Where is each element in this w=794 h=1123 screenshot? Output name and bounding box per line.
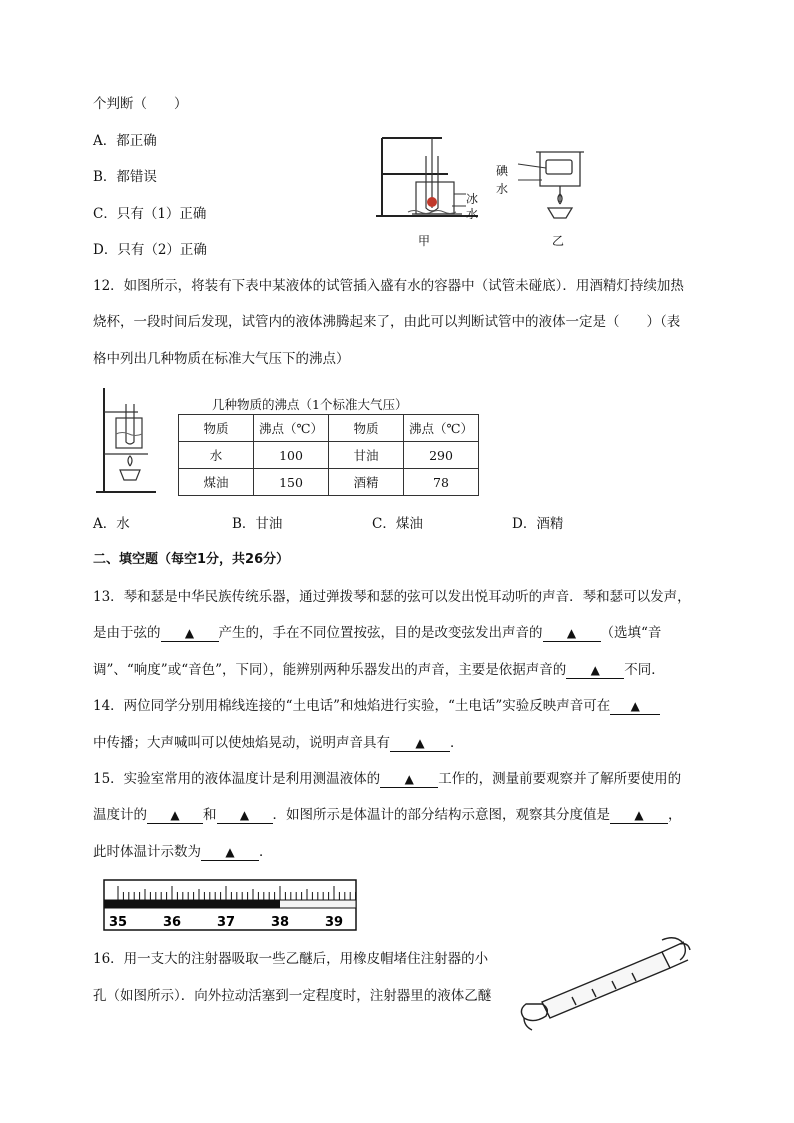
answer-blank[interactable] <box>161 625 219 642</box>
q15-text: ， <box>668 807 682 823</box>
q12-table-title: 几种物质的沸点（1个标准大气压） <box>212 397 408 412</box>
blank-mark: ▲ <box>225 845 235 859</box>
q14-line1 <box>93 697 660 715</box>
q15-text: ．如图所示是体温计的部分结构示意图，观察其分度值是 <box>272 807 610 823</box>
q13-line2 <box>93 624 661 642</box>
q12-apparatus-figure <box>94 384 160 496</box>
scale-label: 37 <box>216 915 236 930</box>
q13-text: 调”、“响度”或“音色”，下同），能辨别两种乐器发出的声音，主要是依据声音的 <box>93 662 567 678</box>
q16-line1: 16．用一支大的注射器吸取一些乙醚后，用橡皮帽堵住注射器的小 <box>93 951 489 967</box>
q12-line1: 12．如图所示，将装有下表中某液体的试管插入盛有水的容器中（试管未碰底）．用酒精灯持续加热 <box>93 278 684 294</box>
q12-line3: 格中列出几种物质在标准大气压下的沸点） <box>93 351 350 367</box>
thermometer-figure <box>100 878 360 932</box>
table-header-cell: 物质 <box>329 415 404 442</box>
answer-blank[interactable] <box>543 625 601 642</box>
mercury-column <box>104 900 280 908</box>
q13-line3 <box>93 661 665 679</box>
syringe-figure <box>512 932 692 1032</box>
q15-text: 此时体温计示数为 <box>93 844 201 860</box>
q12-option-c: C．煤油 <box>372 516 423 532</box>
table-header-row <box>179 415 479 442</box>
q12-option-b: B．甘油 <box>232 516 283 532</box>
answer-blank[interactable] <box>610 807 668 824</box>
q15-text: 工作的，测量前要观察并了解所要使用的 <box>438 771 682 787</box>
table-cell: 150 <box>254 469 329 496</box>
q11-stem-tail: 个判断（ ） <box>93 96 188 112</box>
answer-blank[interactable] <box>390 735 450 752</box>
q15-text: ． <box>259 844 273 860</box>
q14-text: ． <box>450 735 464 751</box>
answer-blank[interactable] <box>566 662 624 679</box>
q14-line2 <box>93 734 464 752</box>
scale-label: 39 <box>324 915 344 930</box>
table-cell: 甘油 <box>329 442 404 469</box>
q12-option-a: A．水 <box>93 516 130 532</box>
table-cell: 酒精 <box>329 469 404 496</box>
q15-line3 <box>93 843 273 861</box>
answer-blank[interactable] <box>610 698 660 715</box>
q13-line1: 13．琴和瑟是中华民族传统乐器，通过弹拨琴和瑟的弦可以发出悦耳动听的声音．琴和瑟可以发声， <box>93 589 691 605</box>
q15-text: 和 <box>203 807 217 823</box>
blank-mark: ▲ <box>415 736 425 750</box>
q11-label-jia: 甲 <box>418 234 431 248</box>
answer-blank[interactable] <box>217 807 273 824</box>
q11-figure-yi <box>510 146 590 226</box>
blank-mark: ▲ <box>566 626 577 640</box>
scale-label: 38 <box>270 915 290 930</box>
answer-blank[interactable] <box>201 844 259 861</box>
q13-text: （选填“音 <box>600 625 662 641</box>
q13-text: 产生的，手在不同位置按弦，目的是改变弦发出声音的 <box>218 625 543 641</box>
section-title: 二、填空题（每空1分，共26分） <box>93 552 290 567</box>
q13-text: 不同． <box>624 662 665 678</box>
blank-mark: ▲ <box>590 663 600 677</box>
q11-label-shui: 水 <box>466 207 479 221</box>
q12-line2: 烧杯，一段时间后发现，试管内的液体沸腾起来了，由此可以判断试管中的液体一定是（ ）（表 <box>93 314 681 330</box>
q15-line1 <box>93 770 681 788</box>
q11-option-c: C．只有（1）正确 <box>93 206 207 222</box>
table-cell: 290 <box>404 442 479 469</box>
table-row <box>179 442 479 469</box>
table-header-cell: 物质 <box>179 415 254 442</box>
table-header-cell: 沸点（℃） <box>404 415 479 442</box>
boiling-point-table <box>178 414 479 496</box>
q11-label-shui2: 水 <box>496 182 509 196</box>
table-header-cell: 沸点（℃） <box>254 415 329 442</box>
scale-label: 35 <box>108 915 128 930</box>
q11-option-d: D．只有（2）正确 <box>93 242 207 258</box>
q11-label-yi: 乙 <box>552 234 565 248</box>
blank-mark: ▲ <box>170 808 180 822</box>
q15-text: 15．实验室常用的液体温度计是利用测温液体的 <box>93 771 381 787</box>
blank-mark: ▲ <box>634 808 644 822</box>
blank-mark: ▲ <box>239 808 250 822</box>
q11-label-dian: 碘 <box>496 164 509 178</box>
q14-text: 中传播；大声喊叫可以使烛焰晃动，说明声音具有 <box>93 735 390 751</box>
q15-text: 温度计的 <box>93 807 147 823</box>
blank-mark: ▲ <box>404 772 414 786</box>
table-cell: 煤油 <box>179 469 254 496</box>
q11-label-bing: 冰 <box>466 192 479 206</box>
q14-text: 14．两位同学分别用棉线连接的“土电话”和烛焰进行实验，“土电话”实验反映声音可在 <box>93 698 611 714</box>
answer-blank[interactable] <box>147 807 203 824</box>
q11-option-b: B．都错误 <box>93 169 157 185</box>
q16-line2: 孔（如图所示）．向外拉动活塞到一定程度时，注射器里的液体乙醚 <box>93 988 492 1004</box>
table-cell: 78 <box>404 469 479 496</box>
q15-line2 <box>93 806 682 824</box>
table-row <box>179 469 479 496</box>
blank-mark: ▲ <box>630 699 640 713</box>
answer-blank[interactable] <box>380 771 438 788</box>
scale-label: 36 <box>162 915 182 930</box>
blank-mark: ▲ <box>184 626 195 640</box>
table-cell: 100 <box>254 442 329 469</box>
q13-text: 是由于弦的 <box>93 625 161 641</box>
q12-option-d: D．酒精 <box>512 516 564 532</box>
table-cell: 水 <box>179 442 254 469</box>
q11-option-a: A．都正确 <box>93 133 157 149</box>
